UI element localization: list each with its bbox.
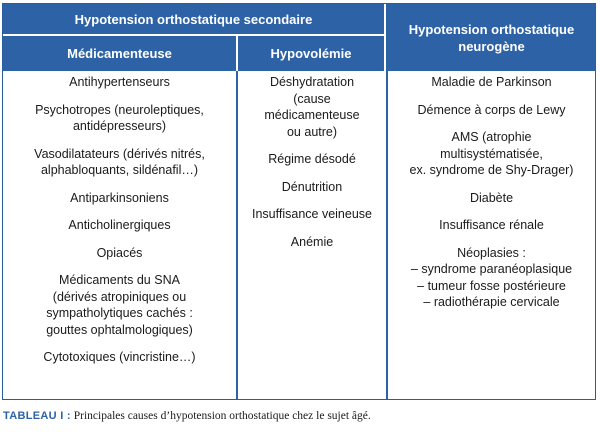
- list-item: Insuffisance veineuse: [252, 207, 372, 221]
- caption-label: TABLEAU I :: [3, 410, 71, 422]
- list-item: Dénutrition: [281, 179, 343, 194]
- list-item: Néoplasies : – syndrome paranéoplasique – tumeur fosse postérieure – radiothérapie cervicale: [410, 245, 573, 309]
- list-item: Maladie de Parkinson: [431, 75, 552, 89]
- list-item: Antiparkinsoniens: [70, 190, 169, 205]
- header-neurogene: Hypotension orthostatique neurogène: [388, 4, 595, 71]
- column-medicamenteuse: [5, 74, 234, 377]
- header-medicamenteuse: Médicamenteuse: [3, 36, 236, 71]
- list-item: Insuffisance rénale: [439, 218, 544, 232]
- header-hypovolemie: Hypovolémie: [238, 36, 384, 71]
- caption-text: Principales causes d’hypotension orthostatique chez le sujet âgé.: [70, 410, 371, 422]
- list-item: Vasodilatateurs (dérivés nitrés, alphabloquants, sildénafil…): [34, 146, 205, 177]
- list-item: Cytotoxiques (vincristine…): [43, 350, 196, 364]
- list-item: Démence à corps de Lewy: [417, 102, 566, 117]
- list-item: Régime désodé: [268, 152, 356, 166]
- list-item: Opiacés: [96, 245, 143, 260]
- list-item: Déshydratation (cause médicamenteuse ou autre): [264, 75, 360, 139]
- list-item: Antihypertenseurs: [69, 75, 170, 89]
- list-item: Anticholinergiques: [68, 218, 171, 232]
- header-secondary: Hypotension orthostatique secondaire: [3, 4, 384, 34]
- list-item: Diabète: [469, 190, 514, 205]
- list-item: Anémie: [290, 234, 334, 249]
- column-hypovolemie: [240, 74, 384, 261]
- table-caption: [3, 410, 371, 422]
- list-item: AMS (atrophie multisystématisée, ex. syndrome de Shy-Drager): [409, 130, 574, 177]
- list-item: Médicaments du SNA (dérivés atropiniques ou sympatholytiques cachés : gouttes ophtalmologiques): [46, 273, 193, 337]
- list-item: Psychotropes (neuroleptiques, antidépresseurs): [35, 102, 204, 133]
- column-divider: [386, 4, 388, 399]
- causes-table: [2, 3, 596, 400]
- column-divider: [236, 71, 238, 399]
- column-neurogene: [390, 74, 593, 322]
